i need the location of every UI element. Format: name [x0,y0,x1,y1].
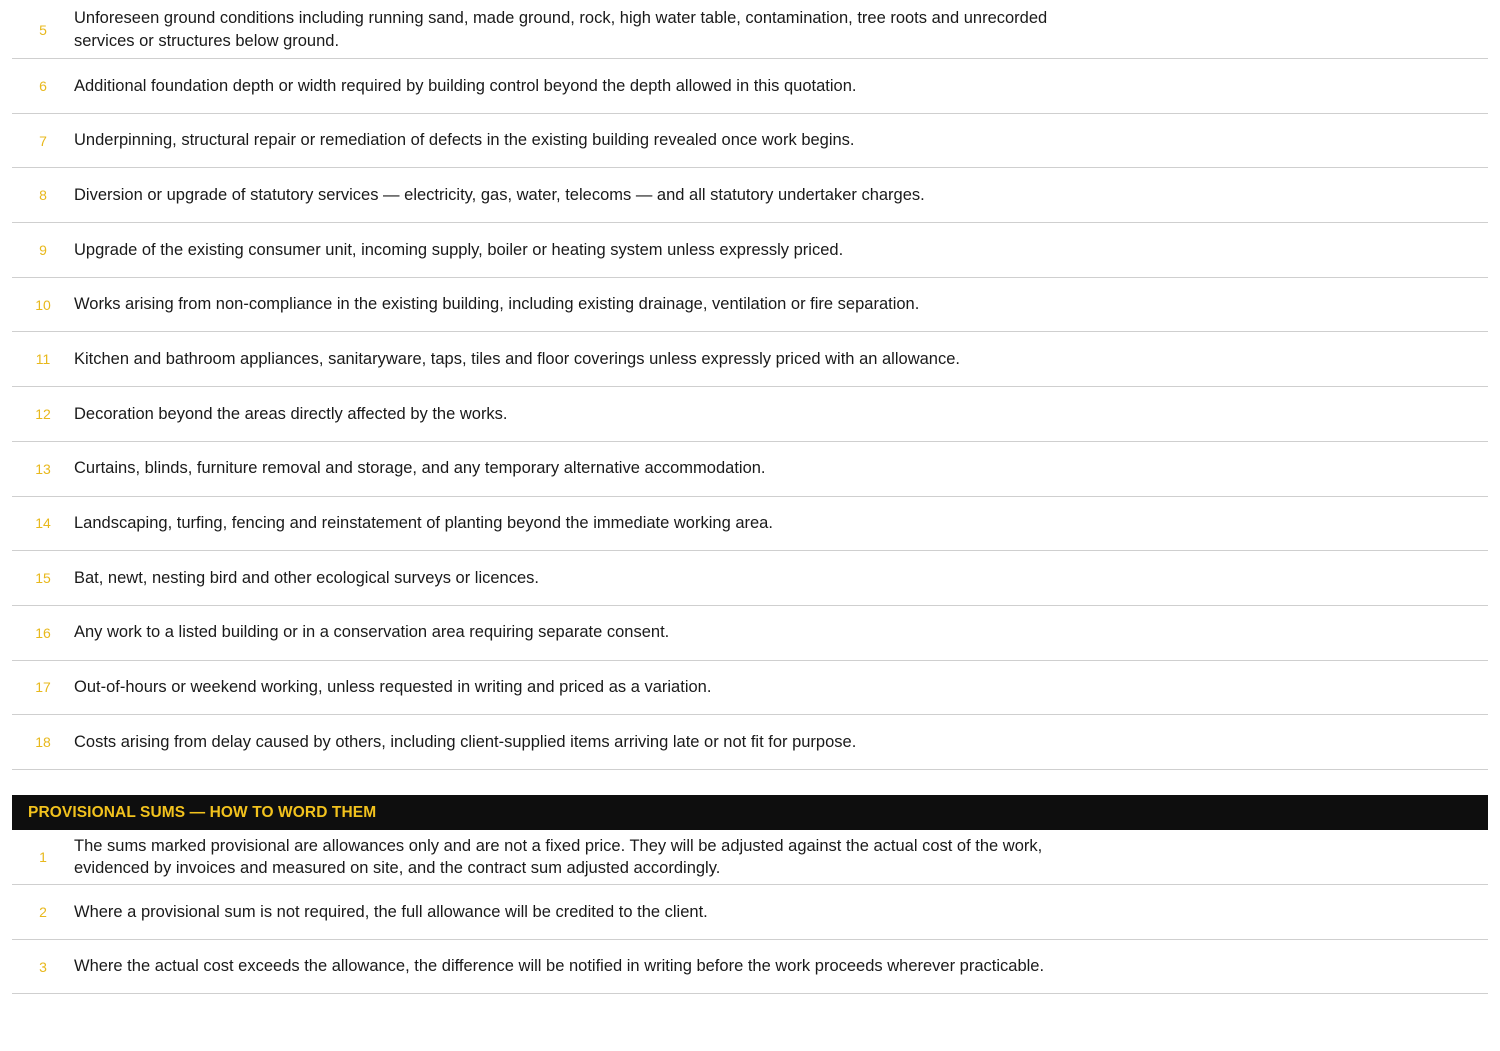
item-text: Out-of-hours or weekend working, unless requested in writing and priced as a variation. [74,678,712,697]
list-item [12,1,1488,59]
list-item [12,442,1488,497]
item-number: 12 [35,405,51,422]
item-text: Any work to a listed building or in a conservation area requiring separate consent. [74,623,670,642]
item-number: 5 [39,21,47,38]
list-item [12,940,1488,995]
item-number: 3 [39,958,47,975]
list-item [12,223,1488,278]
item-text: Curtains, blinds, furniture removal and storage, and any temporary alternative accommodation. [74,459,766,478]
list-item [12,332,1488,387]
item-text: Costs arising from delay caused by others, including client-supplied items arriving late or not fit for purpose. [74,732,857,751]
item-number: 16 [35,624,51,641]
item-text: Where the actual cost exceeds the allowance, the difference will be notified in writing before the work proceeds wherever practicable. [74,957,1045,976]
item-text: The sums marked provisional are allowances only and are not a fixed price. They will be adjusted against the actual cost of the work, evidenced by invoices and measured on site, and the contract sum adjusted accordingly. [74,836,1043,877]
list-item [12,715,1488,770]
item-number: 11 [35,351,51,368]
list-item [12,551,1488,606]
item-number: 9 [39,241,47,258]
list-item [12,885,1488,940]
item-number: 2 [39,903,47,920]
item-number: 18 [35,734,51,751]
list-item [12,168,1488,223]
item-text: Diversion or upgrade of statutory services — electricity, gas, water, telecoms — and all statutory undertaker charges. [74,185,925,204]
item-text: Underpinning, structural repair or remediation of defects in the existing building revealed once work begins. [74,131,855,150]
exclusions-list [12,1,1488,770]
section-header [12,795,1488,830]
item-number: 14 [35,515,51,532]
list-item [12,830,1488,885]
item-text: Unforeseen ground conditions including running sand, made ground, rock, high water table, contamination, tree roots and unrecorded services or structures below ground. [74,9,1048,50]
item-number: 13 [35,460,51,477]
list-item [12,278,1488,333]
list-item [12,606,1488,661]
item-number: 1 [39,849,47,865]
item-number: 17 [35,679,51,696]
list-item [12,387,1488,442]
section-title: PROVISIONAL SUMS — HOW TO WORD THEM [28,803,377,821]
item-text: Additional foundation depth or width required by building control beyond the depth allowed in this quotation. [74,76,857,95]
list-item [12,661,1488,716]
item-text: Works arising from non-compliance in the existing building, including existing drainage, ventilation or fire separation. [74,295,920,314]
item-number: 10 [35,296,51,313]
list-item [12,114,1488,169]
item-number: 8 [39,187,47,204]
item-text: Landscaping, turfing, fencing and reinstatement of planting beyond the immediate working area. [74,514,773,533]
list-item [12,497,1488,552]
list-item [12,59,1488,114]
item-text: Kitchen and bathroom appliances, sanitaryware, taps, tiles and floor coverings unless expressly priced with an allowance. [74,350,960,369]
provisional-sums-section [12,795,1488,994]
item-text: Where a provisional sum is not required, the full allowance will be credited to the client. [74,902,708,921]
item-number: 6 [39,77,47,94]
item-text: Bat, newt, nesting bird and other ecological surveys or licences. [74,568,539,587]
item-text: Decoration beyond the areas directly affected by the works. [74,404,508,423]
item-number: 15 [35,570,51,587]
item-text: Upgrade of the existing consumer unit, incoming supply, boiler or heating system unless expressly priced. [74,240,844,259]
item-number: 7 [39,132,47,149]
